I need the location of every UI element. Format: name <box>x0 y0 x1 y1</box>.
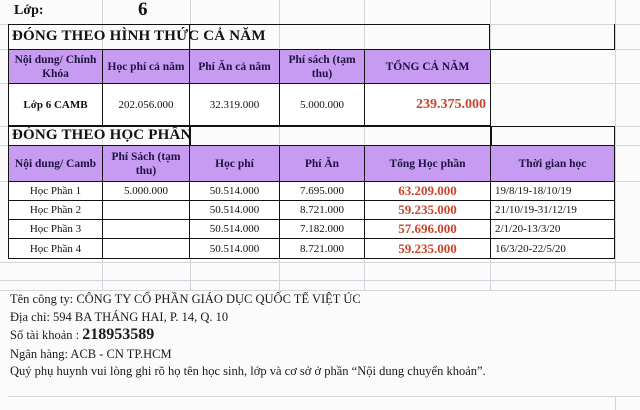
module-title-divider-2 <box>490 126 492 146</box>
module-section-title: ĐÓNG THEO HỌC PHẦN <box>12 127 192 143</box>
annual-section-title: ĐÓNG THEO HÌNH THỨC CẢ NĂM <box>12 28 266 44</box>
module-row-meal: 7.695.000 <box>279 181 365 201</box>
module-row-total: 59.235.000 <box>364 200 491 220</box>
bank-name: ACB - CN TP.HCM <box>70 347 172 361</box>
module-row-period: 21/10/19-31/12/19 <box>490 200 615 220</box>
module-header-books: Phí Sách (tạm thu) <box>102 145 190 182</box>
module-row-period: 19/8/19-18/10/19 <box>490 181 615 201</box>
address-value: 594 BA THÁNG HAI, P. 14, Q. 10 <box>53 310 229 324</box>
module-row-tuition: 50.514.000 <box>189 238 280 259</box>
annual-header-books: Phí sách (tạm thu) <box>279 49 365 84</box>
annual-right-box <box>364 24 615 50</box>
module-header-period: Thời gian học <box>490 145 615 182</box>
module-row-books: 5.000.000 <box>102 181 190 201</box>
account-number: 218953589 <box>82 326 155 343</box>
annual-row-books: 5.000.000 <box>279 83 365 126</box>
account-line <box>10 326 154 344</box>
bank-line <box>10 347 172 362</box>
module-row-tuition: 50.514.000 <box>189 200 280 220</box>
annual-row-name: Lớp 6 CAMB <box>8 83 103 126</box>
module-row-name: Học Phần 3 <box>8 219 103 239</box>
module-row-total: 57.696.000 <box>364 219 491 239</box>
annual-row-tuition: 202.056.000 <box>102 83 190 126</box>
annual-header-content: Nội dung/ Chính Khóa <box>8 49 103 84</box>
module-header-total: Tổng Học phần <box>364 145 491 182</box>
module-row-total: 63.209.000 <box>364 181 491 201</box>
module-row-meal: 8.721.000 <box>279 238 365 259</box>
module-row-name: Học Phần 2 <box>8 200 103 220</box>
module-header-content: Nội dung/ Camb <box>8 145 103 182</box>
module-row-period: 16/3/20-22/5/20 <box>490 238 615 259</box>
module-row-tuition: 50.514.000 <box>189 219 280 239</box>
module-row-meal: 8.721.000 <box>279 200 365 220</box>
bank-label: Ngân hàng: <box>10 347 71 361</box>
module-header-meal: Phí Ăn <box>279 145 365 182</box>
annual-row-total: 239.375.000 <box>364 83 491 126</box>
module-row-period: 2/1/20-13/3/20 <box>490 219 615 239</box>
module-header-tuition: Học phí <box>189 145 280 182</box>
module-row-tuition: 50.514.000 <box>189 181 280 201</box>
module-row-books <box>102 238 190 259</box>
account-label: Số tài khoản : <box>10 328 83 342</box>
annual-header-tuition: Học phí cả năm <box>102 49 190 84</box>
module-row-books <box>102 200 190 220</box>
company-name: CÔNG TY CỔ PHẦN GIÁO DỤC QUỐC TẾ VIỆT ÚC <box>76 292 361 306</box>
module-row-total: 59.235.000 <box>364 238 491 259</box>
annual-header-total: TỔNG CẢ NĂM <box>364 49 491 84</box>
address-label: Địa chỉ: <box>10 310 54 324</box>
company-label: Tên công ty: <box>10 292 77 306</box>
address-line <box>10 310 228 325</box>
module-row-books <box>102 219 190 239</box>
annual-header-meal: Phí Ăn cả năm <box>189 49 280 84</box>
annual-row-meal: 32.319.000 <box>189 83 280 126</box>
class-value: 6 <box>138 0 148 20</box>
module-row-name: Học Phần 4 <box>8 238 103 259</box>
module-row-meal: 7.182.000 <box>279 219 365 239</box>
company-line <box>10 292 361 307</box>
module-row-name: Học Phần 1 <box>8 181 103 201</box>
transfer-note: Quý phụ huynh vui lòng ghi rõ họ tên học sinh, lớp và cơ sở ở phần “Nội dung chuyển khoản”. <box>10 364 486 378</box>
class-label: Lớp: <box>14 3 44 18</box>
